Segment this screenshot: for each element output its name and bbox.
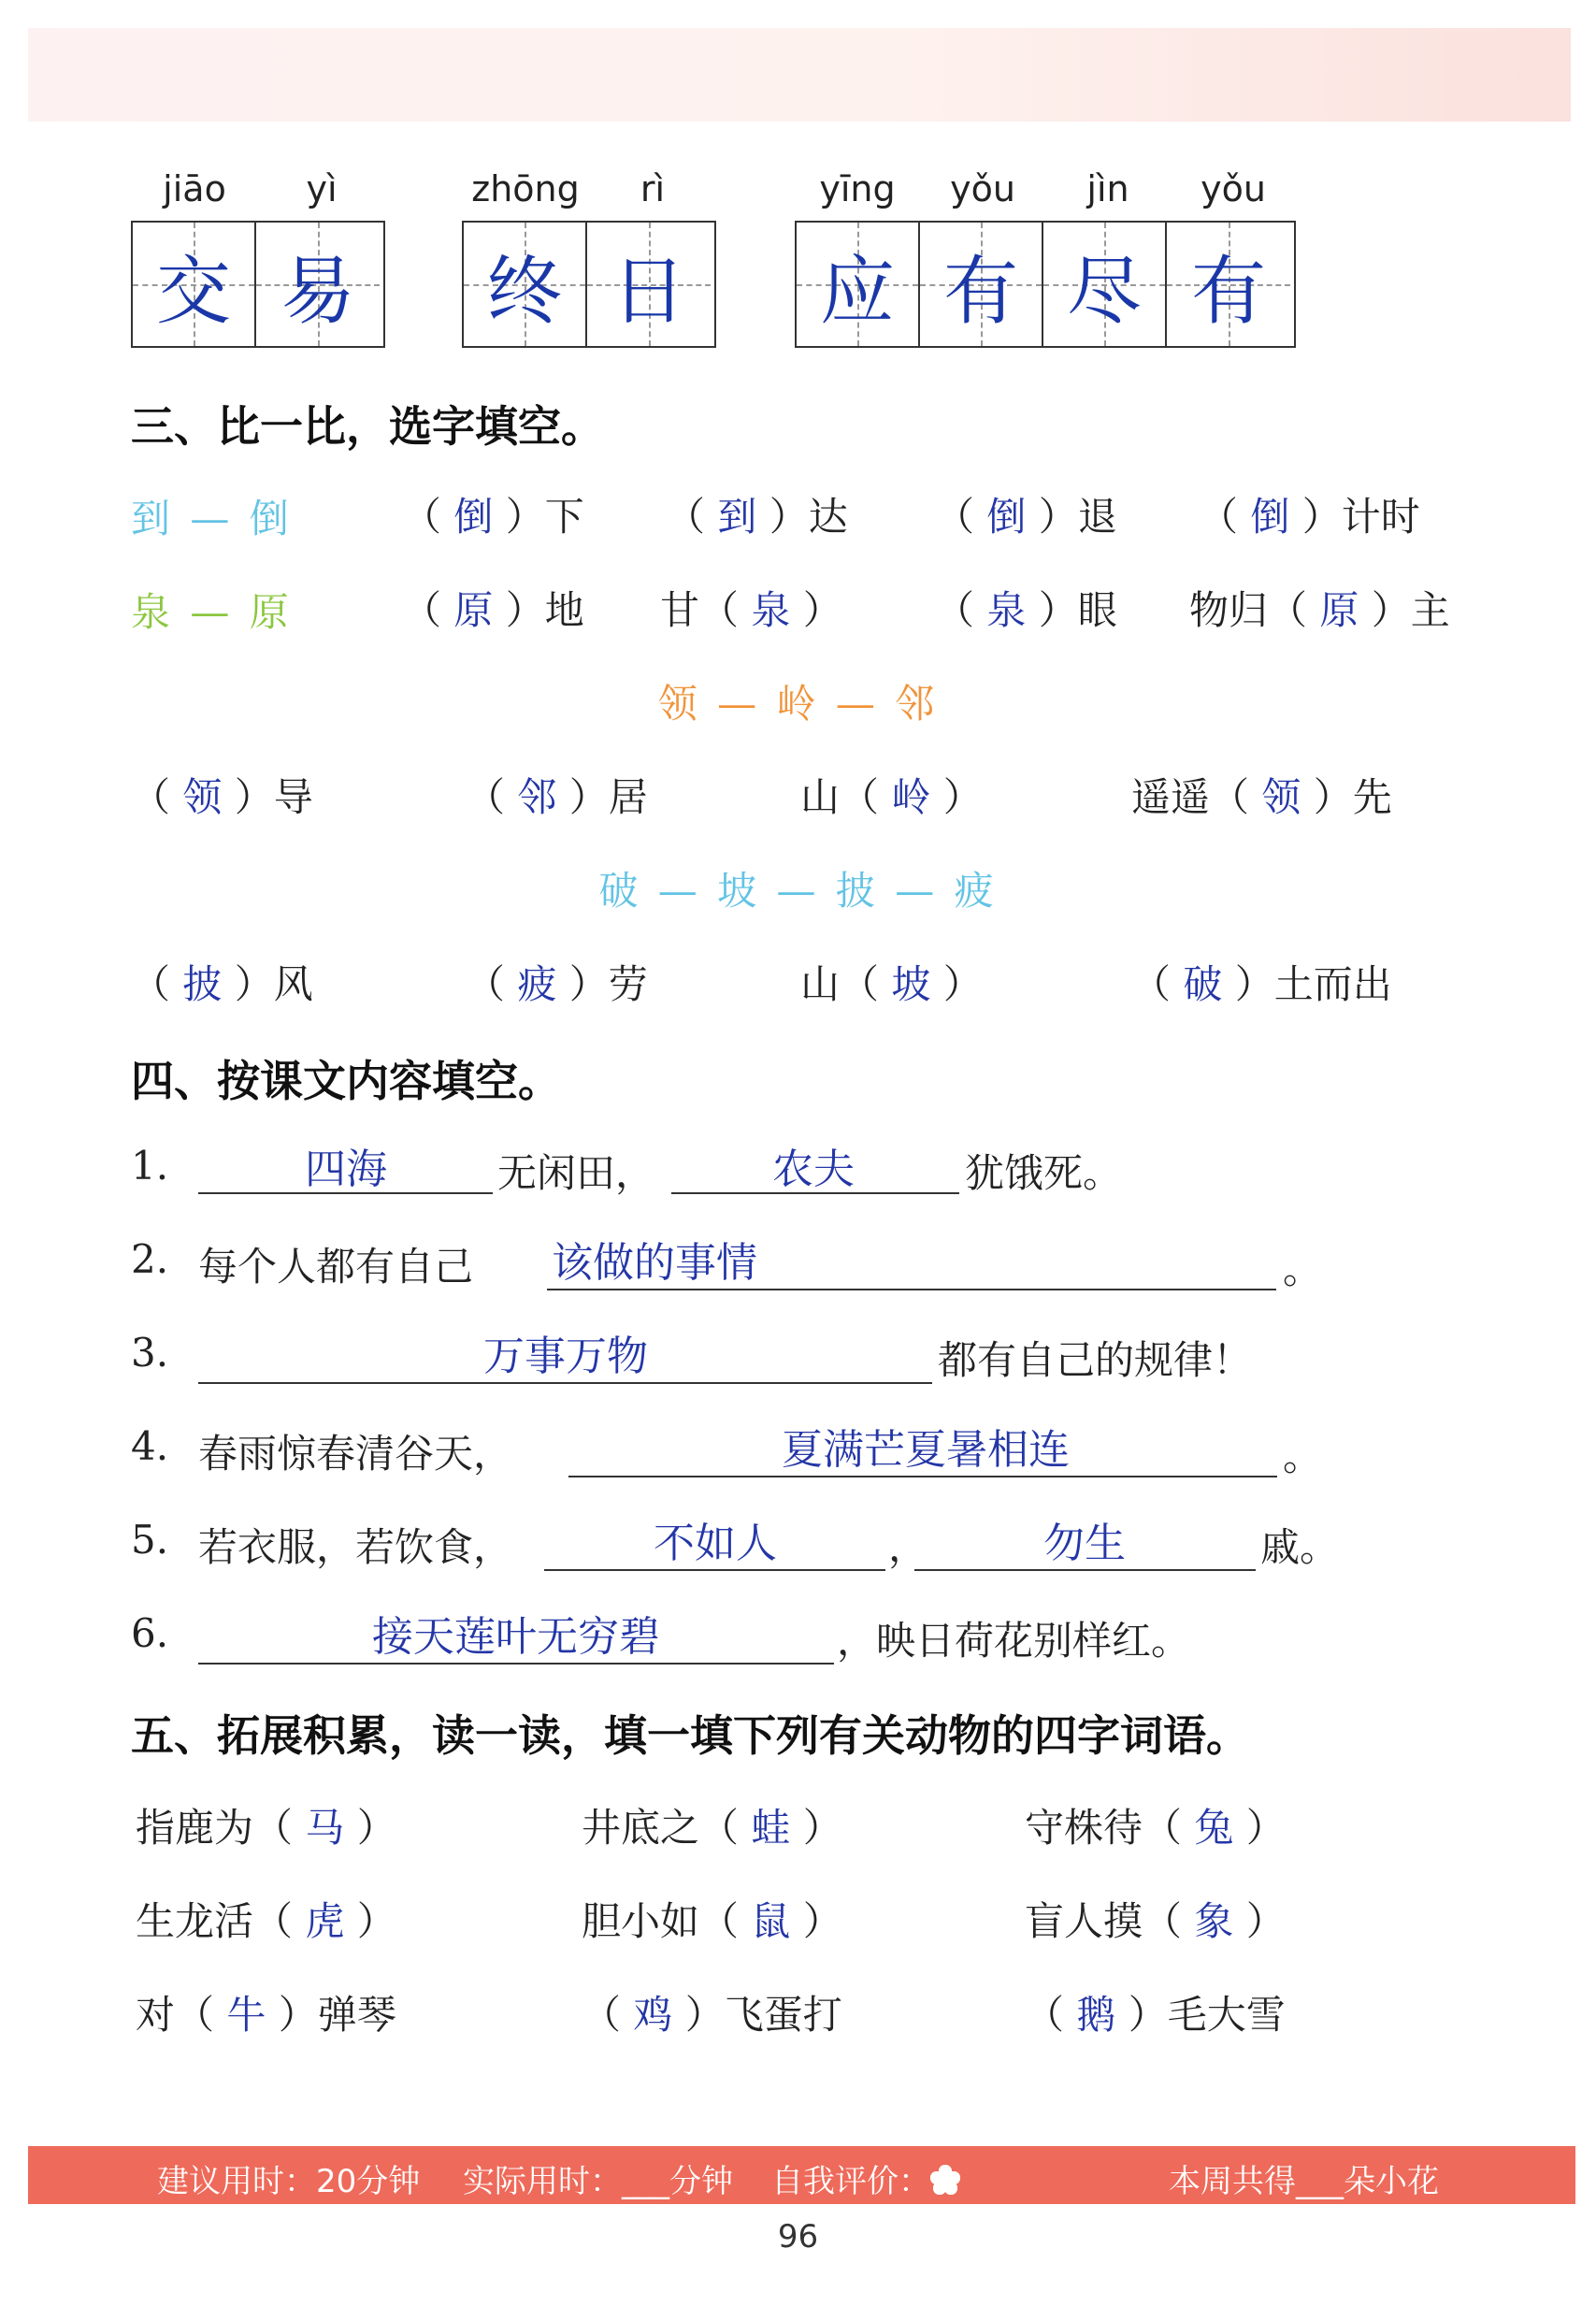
idiom-item: 井底之（ 蛙 ） xyxy=(582,1805,842,1851)
answer-line xyxy=(547,1289,1276,1290)
answer-text: 四海 xyxy=(305,1146,387,1193)
pinyin: jiāo xyxy=(163,168,226,209)
answer-text: 不如人 xyxy=(654,1520,777,1567)
fill-item: 山（ 坡 ） xyxy=(800,961,983,1007)
pinyin: rì xyxy=(640,168,666,209)
answer-text: 万事万物 xyxy=(483,1333,648,1380)
fill-item: （ 倒 ）下 xyxy=(402,494,584,540)
pinyin: yīng xyxy=(819,168,896,209)
char-cell: 应 xyxy=(797,223,920,346)
fill-item: 甘（ 泉 ） xyxy=(660,587,842,633)
idiom-item: 指鹿为（ 马 ） xyxy=(136,1805,396,1851)
idiom-item: （ 鹅 ）毛大雪 xyxy=(1025,1992,1286,2038)
fill-item: （ 披 ）风 xyxy=(131,961,313,1007)
row-number: 2. xyxy=(131,1236,169,1282)
char-cell: 有 xyxy=(1167,223,1290,346)
answer-line xyxy=(198,1663,834,1665)
header-band xyxy=(28,28,1571,122)
fill-item: （ 破 ）土而出 xyxy=(1131,961,1392,1007)
pinyin: yì xyxy=(306,168,338,209)
row-text: 无闲田， xyxy=(497,1150,655,1196)
actual-time: 实际用时：___分钟 xyxy=(463,2163,733,2200)
idiom-item: 胆小如（ 鼠 ） xyxy=(582,1898,842,1944)
row-text: 都有自己的规律！ xyxy=(938,1337,1253,1383)
idiom-item: 守株待（ 兔 ） xyxy=(1025,1805,1286,1851)
answer-text: 该做的事情 xyxy=(552,1239,757,1287)
row-number: 1. xyxy=(131,1143,169,1189)
row-number: 4. xyxy=(131,1423,169,1469)
char-cell: 交 xyxy=(133,223,256,346)
word-yingyoujinyou xyxy=(795,168,1296,348)
section-4-title: 四、按课文内容填空。 xyxy=(131,1056,561,1106)
char-cell: 日 xyxy=(587,223,711,346)
fill-item: 遥遥（ 领 ）先 xyxy=(1131,774,1392,820)
fill-item: 山（ 岭 ） xyxy=(800,774,983,820)
fill-item: （ 倒 ）退 xyxy=(935,494,1117,540)
char-cell: 尽 xyxy=(1043,223,1167,346)
row-text: 。 xyxy=(1283,1247,1323,1292)
fill-item: （ 领 ）导 xyxy=(131,774,313,820)
idiom-item: 生龙活（ 虎 ） xyxy=(136,1898,396,1944)
pinyin: zhōng xyxy=(471,168,580,209)
fill-item: （ 倒 ）计时 xyxy=(1199,494,1420,540)
row-text: 每个人都有自己 xyxy=(198,1244,474,1290)
compare-label: 到 — 倒 xyxy=(131,496,293,541)
answer-line xyxy=(198,1382,932,1384)
section-3-title: 三、比一比，选字填空。 xyxy=(131,401,604,452)
row-text: 春雨惊春清谷天， xyxy=(198,1431,513,1477)
suggested-time: 建议用时：20分钟 xyxy=(157,2163,421,2200)
fill-item: （ 原 ）地 xyxy=(402,587,584,633)
answer-line xyxy=(914,1569,1256,1571)
fill-item: （ 疲 ）劳 xyxy=(466,961,648,1007)
section-5-title: 五、拓展积累，读一读，填一填下列有关动物的四字词语。 xyxy=(131,1710,1249,1761)
row-text: 戚。 xyxy=(1260,1524,1340,1570)
fill-item: （ 邻 ）居 xyxy=(466,774,648,820)
answer-text: 农夫 xyxy=(772,1146,855,1193)
compare-label: 泉 — 原 xyxy=(131,589,293,635)
idiom-item: （ 鸡 ）飞蛋打 xyxy=(582,1992,842,2038)
row-number: 6. xyxy=(131,1610,169,1656)
answer-line xyxy=(544,1569,885,1571)
word-zhongri xyxy=(462,168,716,348)
pinyin: jìn xyxy=(1086,168,1129,209)
weekly-flowers: 本周共得___朵小花 xyxy=(1169,2163,1439,2200)
answer-text: 夏满芒夏暑相连 xyxy=(782,1426,1070,1474)
idiom-item: 对（ 牛 ）弹琴 xyxy=(136,1992,396,2038)
idiom-item: 盲人摸（ 象 ） xyxy=(1025,1898,1286,1944)
compare-label: 领 — 岭 — 邻 xyxy=(657,681,939,727)
char-cell: 终 xyxy=(464,223,587,346)
fill-item: （ 到 ）达 xyxy=(666,494,848,540)
footer-bar xyxy=(28,2146,1575,2204)
row-number: 3. xyxy=(131,1330,169,1376)
row-text: 若衣服，若饮食， xyxy=(198,1524,513,1570)
answer-line xyxy=(568,1476,1277,1477)
fill-item: （ 泉 ）眼 xyxy=(935,587,1117,633)
char-cell: 有 xyxy=(920,223,1043,346)
flower-icon[interactable] xyxy=(930,2165,960,2195)
word-jiaoyi xyxy=(131,168,385,348)
compare-label: 破 — 坡 — 披 — 疲 xyxy=(598,868,998,914)
pinyin: yǒu xyxy=(950,168,1015,209)
fill-item: 物归（ 原 ）主 xyxy=(1189,587,1450,633)
page-number: 96 xyxy=(777,2218,819,2256)
char-cell: 易 xyxy=(256,223,380,346)
pinyin: yǒu xyxy=(1201,168,1266,209)
self-evaluation: 自我评价： xyxy=(771,2155,930,2201)
row-text: ， xyxy=(888,1524,928,1570)
row-text: 犹饿死。 xyxy=(965,1150,1123,1196)
row-text: 。 xyxy=(1283,1434,1323,1479)
answer-text: 接天莲叶无穷碧 xyxy=(372,1613,660,1661)
row-number: 5. xyxy=(131,1517,169,1563)
row-text: ，映日荷花别样红。 xyxy=(837,1618,1191,1664)
answer-text: 勿生 xyxy=(1043,1520,1126,1567)
